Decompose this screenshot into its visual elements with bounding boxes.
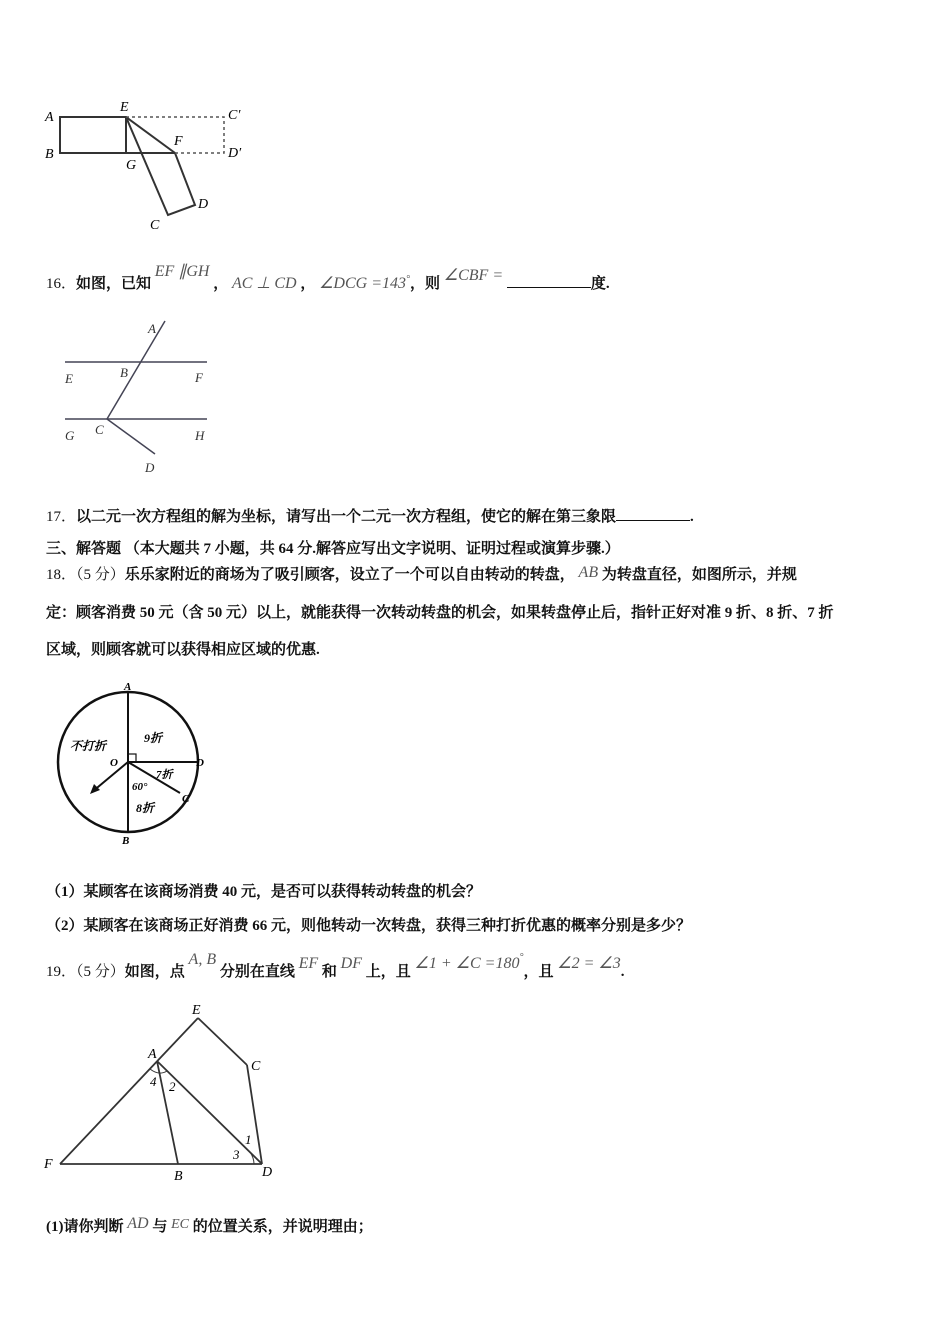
wheel-9-discount: 9折 bbox=[144, 731, 163, 745]
fig15-label-C1: C′ bbox=[228, 108, 241, 123]
fig15-label-D1: D′ bbox=[228, 146, 242, 161]
q16-answer-blank[interactable] bbox=[507, 287, 591, 288]
fig19-line-EC bbox=[198, 1018, 247, 1065]
fig19-label-C: C bbox=[251, 1059, 261, 1074]
q19-sub1-mid: 与 bbox=[152, 1219, 168, 1235]
q19-math-DF: DF bbox=[340, 955, 362, 972]
q16-comma-2: ， bbox=[300, 276, 316, 292]
fig16-label-F: F bbox=[195, 370, 203, 385]
q16-math-4: ∠CBF = bbox=[443, 267, 504, 284]
fig19-label-2: 2 bbox=[169, 1079, 176, 1094]
fig15-label-E: E bbox=[120, 100, 129, 115]
q18-math-AB: AB bbox=[578, 564, 599, 581]
section-3-header bbox=[46, 537, 620, 558]
fig16-line-CD bbox=[107, 419, 155, 454]
wheel-no-discount: 不打折 bbox=[70, 739, 107, 753]
question-16 bbox=[46, 263, 610, 293]
fig19-label-D: D bbox=[262, 1165, 273, 1180]
wheel-label-D: D bbox=[196, 757, 204, 769]
q18-text-2: 为转盘直径，如图所示，并规 bbox=[601, 567, 797, 583]
figure-q19 bbox=[40, 998, 280, 1188]
q16-number: 16． bbox=[46, 276, 77, 292]
q19-math-AB: A, B bbox=[188, 951, 217, 968]
q18-number: 18． bbox=[46, 567, 77, 583]
q16-math-2: AC ⊥ CD bbox=[231, 275, 297, 292]
fig15-label-B: B bbox=[45, 147, 54, 162]
q16-text-3: 度. bbox=[590, 276, 610, 292]
fig16-label-B: B bbox=[120, 365, 128, 380]
question-17 bbox=[46, 505, 694, 526]
question-18-line-2: 定：顾客消费 50 元（含 50 元）以上，就能获得一次转动转盘的机会，如果转盘停止后，指针正好对准 9 折、8 折、7 折 bbox=[46, 605, 834, 621]
fig15-folded-part bbox=[126, 117, 195, 215]
q18-text-1: 乐乐家附近的商场为了吸引顾客，设立了一个可以自由转动的转盘， bbox=[124, 567, 575, 583]
q19-math-angle-sum: ∠1 + ∠C =180 bbox=[414, 955, 520, 972]
fig15-label-C: C bbox=[150, 218, 160, 233]
wheel-label-O: O bbox=[110, 757, 118, 769]
q16-math-1: EF ∥GH bbox=[154, 263, 210, 280]
fig16-label-C: C bbox=[95, 422, 104, 437]
fig16-label-A: A bbox=[148, 321, 156, 336]
q16-degree: ° bbox=[406, 274, 410, 285]
q19-sub1-post: 的位置关系，并说明理由； bbox=[192, 1219, 373, 1235]
fig15-label-F: F bbox=[174, 134, 183, 149]
question-19-sub-1 bbox=[46, 1215, 373, 1236]
q19-score: （5 分） bbox=[76, 964, 125, 980]
q19-sub1-math-AD: AD bbox=[127, 1215, 149, 1232]
wheel-label-C: C bbox=[182, 793, 190, 805]
q19-text-5: ，且 bbox=[523, 964, 554, 980]
q18-score: （5 分） bbox=[76, 567, 125, 583]
fig15-label-G: G bbox=[126, 158, 137, 173]
q19-degree: ° bbox=[519, 952, 524, 963]
wheel-8-discount: 8折 bbox=[136, 801, 155, 815]
wheel-7-discount: 7折 bbox=[156, 769, 173, 781]
fig16-line-CA bbox=[107, 321, 165, 419]
wheel-label-A: A bbox=[124, 681, 132, 693]
section-3-title: 三、解答题 bbox=[46, 541, 122, 557]
fig19-line-AB bbox=[157, 1061, 178, 1164]
q19-text-1: 如图，点 bbox=[124, 964, 185, 980]
section-3-description: （本大题共 7 小题，共 64 分.解答应写出文字说明、证明过程或演算步骤.） bbox=[124, 541, 620, 557]
q16-text-1: 如图，已知 bbox=[76, 276, 152, 292]
q17-end: . bbox=[690, 509, 694, 525]
question-18-line-3: 区域，则顾客就可以获得相应区域的优惠. bbox=[46, 642, 320, 658]
figure-q16 bbox=[55, 318, 220, 483]
fig16-label-E: E bbox=[65, 371, 73, 386]
q19-number: 19． bbox=[46, 964, 77, 980]
q19-math-EF: EF bbox=[298, 955, 319, 972]
q17-text: 以二元一次方程组的解为坐标，请写出一个二元一次方程组，使它的解在第三象限 bbox=[76, 509, 617, 525]
figure-q18-wheel bbox=[50, 678, 220, 848]
fig15-label-D: D bbox=[198, 197, 209, 212]
q19-sub1-math-EC: EC bbox=[171, 1217, 189, 1232]
fig15-label-A: A bbox=[45, 110, 54, 125]
wheel-label-B: B bbox=[122, 835, 130, 847]
question-18-sub-1: （1）某顾客在该商场消费 40 元，是否可以获得转动转盘的机会？ bbox=[46, 884, 482, 900]
q19-text-3: 和 bbox=[321, 964, 337, 980]
fig19-label-3: 3 bbox=[233, 1147, 240, 1162]
figure-q15 bbox=[40, 95, 255, 235]
fig19-label-B: B bbox=[174, 1169, 183, 1184]
fig19-label-4: 4 bbox=[150, 1074, 157, 1089]
q16-comma-1: ， bbox=[213, 276, 229, 292]
fig19-label-E: E bbox=[192, 1003, 201, 1018]
fig16-label-H: H bbox=[195, 428, 205, 443]
q19-sub1-pre: (1)请你判断 bbox=[46, 1219, 124, 1235]
wheel-60-degree: 60° bbox=[132, 781, 148, 793]
fig19-label-F: F bbox=[44, 1157, 53, 1172]
wheel-right-angle-mark bbox=[128, 754, 136, 762]
question-19-line-1 bbox=[46, 951, 625, 981]
fig15-rect-solid bbox=[60, 117, 126, 153]
q19-text-4: 上，且 bbox=[365, 964, 411, 980]
q16-text-2: ，则 bbox=[410, 276, 441, 292]
q17-answer-blank[interactable] bbox=[616, 520, 690, 521]
fig19-line-AD bbox=[157, 1061, 262, 1164]
fig19-line-FE bbox=[60, 1018, 198, 1164]
fig16-label-D: D bbox=[145, 460, 155, 475]
q17-number: 17． bbox=[46, 509, 77, 525]
question-18-line-1 bbox=[46, 563, 797, 584]
question-18-sub-2: （2）某顾客在该商场正好消费 66 元，则他转动一次转盘，获得三种打折优惠的概率分别是多少？ bbox=[46, 918, 692, 934]
fig19-label-A: A bbox=[148, 1047, 157, 1062]
q19-math-angle-eq: ∠2 = ∠3 bbox=[557, 955, 621, 972]
q19-text-6: . bbox=[620, 964, 625, 980]
fig19-line-CD bbox=[247, 1065, 262, 1164]
q19-text-2: 分别在直线 bbox=[219, 964, 295, 980]
fig16-label-G: G bbox=[65, 428, 75, 443]
fig19-label-1: 1 bbox=[245, 1132, 252, 1147]
q16-math-3: ∠DCG =143 bbox=[319, 275, 406, 292]
